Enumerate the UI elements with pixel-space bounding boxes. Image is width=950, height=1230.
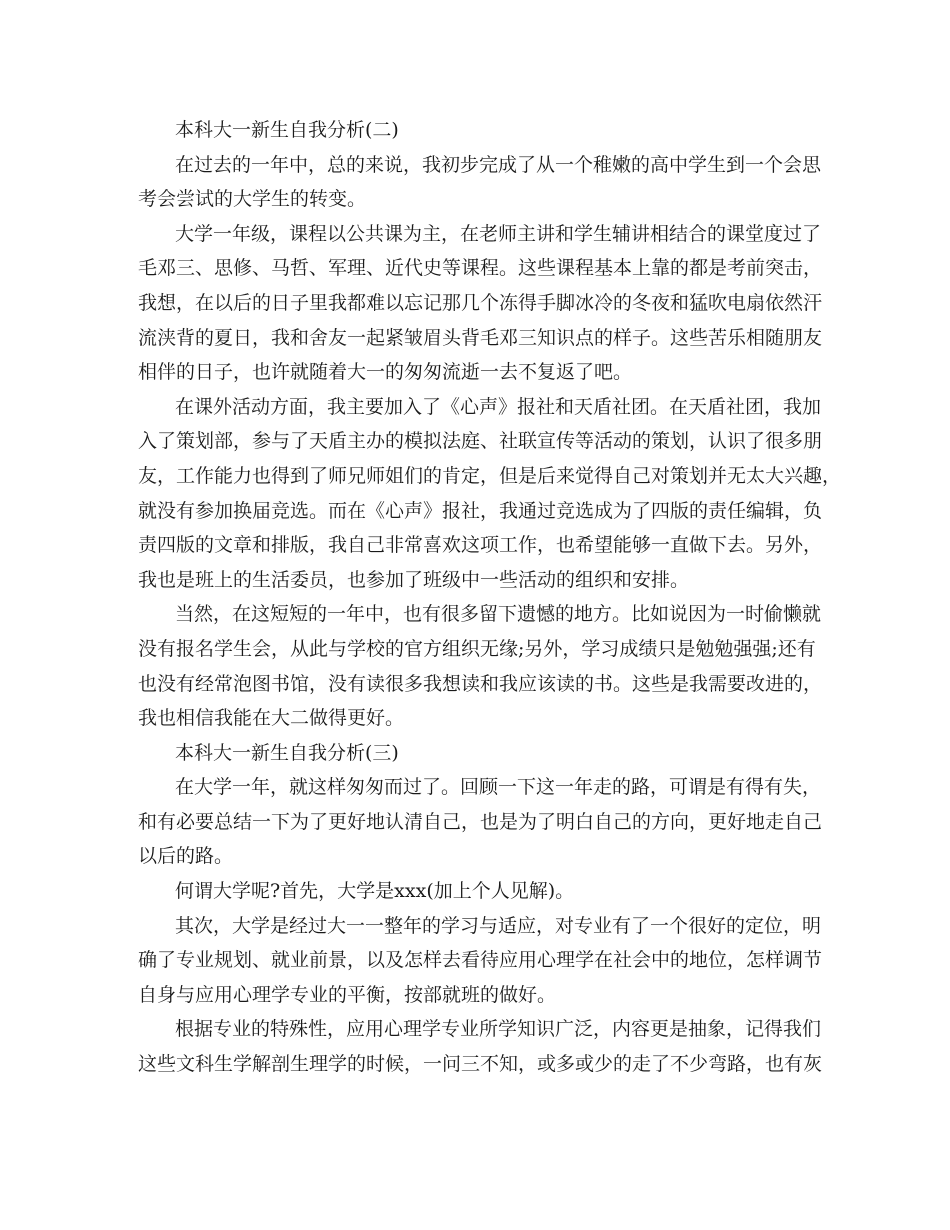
- text-line: 没有报名学生会，从此与学校的官方组织无缘;另外，学习成绩只是勉勉强强;还有: [138, 637, 816, 660]
- text-line: 在大学一年，就这样匆匆而过了。回顾一下这一年走的路，可谓是有得有失，: [175, 776, 822, 799]
- text-line: 责四版的文章和排版，我自己非常喜欢这项工作，也希望能够一直做下去。另外，: [138, 534, 823, 557]
- text-line: 何谓大学呢?首先，大学是xxx(加上个人见解)。: [175, 880, 575, 903]
- text-line: 根据专业的特殊性，应用心理学专业所学知识广泛，内容更是抽象，记得我们: [175, 1018, 822, 1041]
- text-line: 在课外活动方面，我主要加入了《心声》报社和天盾社团。在天盾社团，我加: [175, 395, 822, 418]
- text-line: 在过去的一年中，总的来说，我初步完成了从一个稚嫩的高中学生到一个会思: [175, 153, 822, 176]
- text-line: 我也是班上的生活委员，也参加了班级中一些活动的组织和安排。: [138, 568, 690, 591]
- document-body: [138, 113, 842, 1082]
- text-line: 和有必要总结一下为了更好地认清自己，也是为了明白自己的方向，更好地走自己: [138, 810, 823, 833]
- text-line: 当然，在这短短的一年中，也有很多留下遗憾的地方。比如说因为一时偷懒就: [175, 603, 822, 626]
- text-line: 确了专业规划、就业前景，以及怎样去看待应用心理学在社会中的地位，怎样调节: [138, 949, 823, 972]
- text-line: 以后的路。: [138, 845, 234, 868]
- text-line: 其次，大学是经过大一一整年的学习与适应，对专业有了一个很好的定位，明: [175, 914, 822, 937]
- text-line: 流浃背的夏日，我和舍友一起紧皱眉头背毛邓三知识点的样子。这些苦乐相随朋友: [138, 326, 823, 349]
- text-line: 我也相信我能在大二做得更好。: [138, 707, 405, 730]
- text-line: 大学一年级，课程以公共课为主，在老师主讲和学生辅讲相结合的课堂度过了: [175, 222, 822, 245]
- text-line: 考会尝试的大学生的转变。: [138, 188, 367, 211]
- text-line: 本科大一新生自我分析(二): [175, 119, 399, 141]
- text-line: 本科大一新生自我分析(三): [175, 741, 399, 764]
- text-line: 相伴的日子，也许就随着大一的匆匆流逝一去不复返了吧。: [138, 361, 633, 384]
- text-line: 毛邓三、思修、马哲、军理、近代史等课程。这些课程基本上靠的都是考前突击，: [138, 257, 823, 280]
- text-line: 就没有参加换届竞选。而在《心声》报社，我通过竞选成为了四版的责任编辑，负: [138, 499, 823, 522]
- text-line: 也没有经常泡图书馆，没有读很多我想读和我应该读的书。这些是我需要改进的，: [138, 672, 823, 695]
- text-line: 自身与应用心理学专业的平衡，按部就班的做好。: [138, 983, 557, 1006]
- text-line: 这些文科生学解剖生理学的时候，一问三不知，或多或少的走了不少弯路，也有灰: [138, 1053, 823, 1076]
- text-line: 我想，在以后的日子里我都难以忘记那几个冻得手脚冰冷的冬夜和猛吹电扇依然汗: [138, 291, 823, 314]
- text-line: 友，工作能力也得到了师兄师姐们的肯定，但是后来觉得自己对策划并无太大兴趣，: [138, 464, 842, 487]
- text-line: 入了策划部，参与了天盾主办的模拟法庭、社联宣传等活动的策划，认识了很多朋: [138, 430, 823, 453]
